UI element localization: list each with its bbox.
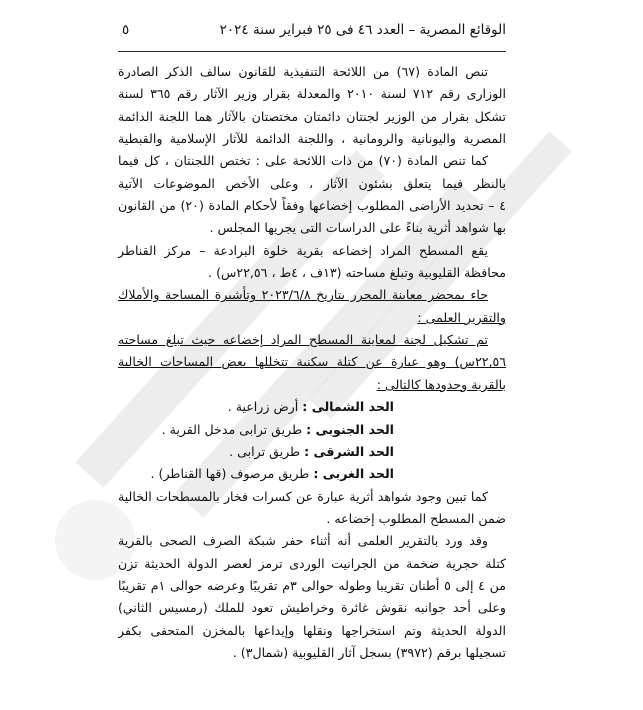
text-line: وعلى أحد جوانبه نقوش غائرة وخراطيش تعود للملك (رمسيس الثاني) (118, 600, 506, 616)
text-line: والتقرير العلمى : (417, 309, 506, 325)
text-line: كتلة حجرية ضخمة من الجرانيت الوردى ترمز لعصر الدولة الحديثة تزن (118, 555, 506, 571)
text-line: بالنظر فيما يتعلق بشئون الآثار ، وعلى الأخص الموضوعات الآتية (118, 175, 506, 191)
boundary-south (118, 419, 506, 441)
page-number: ٥ (122, 22, 130, 38)
text-line: يقع المسطح المراد إخضاعه بقرية خلوة البرادعة – مركز القناطر (118, 242, 488, 258)
page-header (118, 22, 506, 46)
text-line: بها شواهد أثرية بناءً على الدراسات التى يجريها المجلس . (209, 220, 506, 236)
text-line: تنص المادة (٦٧) من اللائحة التنفيذية للقانون سالف الذكر الصادرة (118, 64, 488, 79)
header-title: الوقائع المصرية – العدد ٤٦ فى ٢٥ فبراير سنة ٢٠٢٤ (219, 22, 506, 38)
boundary-value: أرض زراعية . (227, 399, 299, 415)
boundary-value: طريق مرصوف (قها القناطر) . (150, 466, 310, 482)
header-rule (118, 51, 506, 52)
text-line: تسجيلها برقم (٣٩٧٢) بسجل آثار القليوبية (شمال٣) . (232, 644, 506, 660)
text-line: وقد ورد بالتقرير العلمى أنه أثناء حفر شبكة الصرف الصحى بالقرية (118, 533, 488, 549)
text-line: المصرية واليونانية والرومانية ، واللجنة الدائمة للآثار الإسلامية والقبطية (118, 131, 506, 147)
text-line: ٢٢,٥٦س) وهو عبارة عن كتلة سكنية تتخللها بعض المساحات الخالية (118, 354, 506, 370)
text-line: بالقرية وحدودها كالتالى : (376, 376, 506, 392)
boundary-label: الحد الجنوبى : (306, 421, 394, 437)
document-body (118, 61, 506, 664)
text-line: تشكل بقرار من الوزير لجنتان دائمتان مختصتان بالآثار هما اللجنة الدائمة (118, 108, 506, 124)
text-line: الدولة الحديثة وتم استخراجها ونقلها وإيداعها بالمخزن المتحفى بكفر (118, 622, 506, 638)
text-line: من ٤ إلى ٥ أطنان تقريبا وطوله حوالى ٣م تقريبًا وعرضه حوالى ١م تقريبًا (118, 577, 506, 593)
boundary-north (118, 396, 506, 418)
boundary-label: الحد الغربى : (313, 466, 394, 482)
text-line: جاء بمحضر معاينة المحرر بتاريخ ٢٠٢٣/٦/٨ وتأشيرة المساحة والأملاك (118, 287, 488, 303)
text-line: تم تشكيل لجنة لمعاينة المسطح المراد إخضاعه حيث تبلغ مساحته (118, 332, 488, 348)
boundary-west (118, 463, 506, 485)
text-line: محافظة القليوبية وتبلغ مساحته (١٣ف ، ٤ط ، ٢٢,٥٦س) . (208, 265, 506, 281)
text-line: ٤ – تحديد الأراضى المطلوب إخضاعها وفقاً لأحكام المادة (٢٠) من القانون (118, 198, 506, 214)
boundary-value: طريق ترابى . (229, 443, 301, 459)
boundary-value: طريق ترابى مدخل القرية . (161, 421, 303, 437)
text-line: الوزارى رقم ٧١٢ لسنة ٢٠١٠ والمعدلة بقرار وزير الآثار رقم ٣٦٥ لسنة (118, 86, 506, 102)
boundary-label: الحد الشرقى : (304, 443, 394, 459)
text-line: كما تنص المادة (٧٠) من ذات اللائحة على : تختص اللجنتان ، كل فيما (118, 153, 489, 169)
text-line: كما تبين وجود شواهد أثرية عبارة عن كسرات فخار بالمسطحات الخالية (118, 488, 488, 504)
boundary-label: الحد الشمالى : (302, 399, 394, 415)
boundary-east (118, 441, 506, 463)
text-line: ضمن المسطح المطلوب إخضاعه . (326, 510, 506, 526)
